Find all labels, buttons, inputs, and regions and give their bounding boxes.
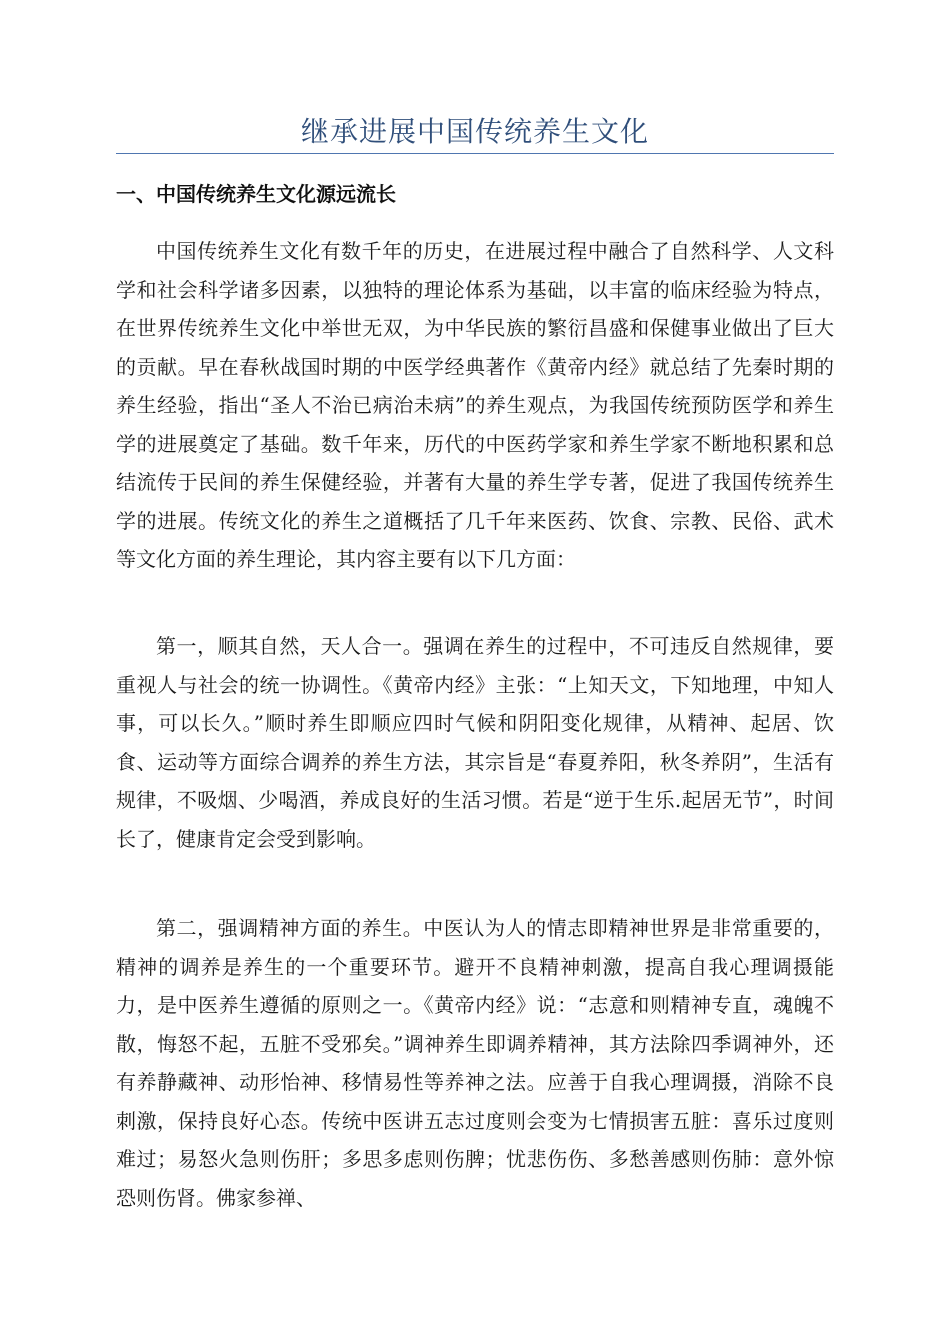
body-paragraph-1-block xyxy=(116,232,834,579)
title-underline-rule xyxy=(116,153,834,154)
body-paragraph: 中国传统养生文化有数千年的历史，在进展过程中融合了自然科学、人文科学和社会科学诸多因素，以独特的理论体系为基础，以丰富的临床经验为特点，在世界传统养生文化中举世无双，为中华民族的繁衍昌盛和保健事业做出了巨大的贡献。早在春秋战国时期的中医学经典著作《黄帝内经》就总结了先秦时期的养生经验，指出“圣人不治已病治未病”的养生观点，为我国传统预防医学和养生学的进展奠定了基础。数千年来，历代的中医药学家和养生学家不断地积累和总结流传于民间的养生保健经验，并著有大量的养生学专著，促进了我国传统养生学的进展。传统文化的养生之道概括了几千年来医药、饮食、宗教、民俗、武术等文化方面的养生理论，其内容主要有以下几方面： xyxy=(116,239,834,571)
body-paragraph-3-block xyxy=(116,909,834,1217)
document-title: 继承进展中国传统养生文化 xyxy=(300,115,649,148)
section-heading: 一、中国传统养生文化源远流长 xyxy=(116,182,396,206)
body-paragraph-2-block xyxy=(116,627,834,858)
body-paragraph: 第一，顺其自然，天人合一。强调在养生的过程中，不可违反自然规律，要重视人与社会的统一协调性。《黄帝内经》主张：“上知天文，下知地理，中知人事，可以长久。”顺时养生即顺应四时气候和阴阳变化规律，从精神、起居、饮食、运动等方面综合调养的养生方法，其宗旨是“春夏养阳，秋冬养阴”，生活有规律，不吸烟、少喝酒，养成良好的生活习惯。若是“逆于生乐.起居无节”，时间长了，健康肯定会受到影响。 xyxy=(116,634,834,851)
body-paragraph: 第二，强调精神方面的养生。中医认为人的情志即精神世界是非常重要的，精神的调养是养生的一个重要环节。避开不良精神刺激，提高自我心理调摄能力，是中医养生遵循的原则之一。《黄帝内经》说：“志意和则精神专直，魂魄不散，悔怒不起，五脏不受邪矣。”调神养生即调养精神，其方法除四季调神外，还有养静藏神、动形怡神、移情易性等养神之法。应善于自我心理调摄，消除不良刺激，保持良好心态。传统中医讲五志过度则会变为七情损害五脏：喜乐过度则难过；易怒火急则伤肝；多思多虑则伤脾；忧悲伤伤、多愁善感则伤肺：意外惊恐则伤肾。佛家参禅、 xyxy=(116,916,834,1210)
